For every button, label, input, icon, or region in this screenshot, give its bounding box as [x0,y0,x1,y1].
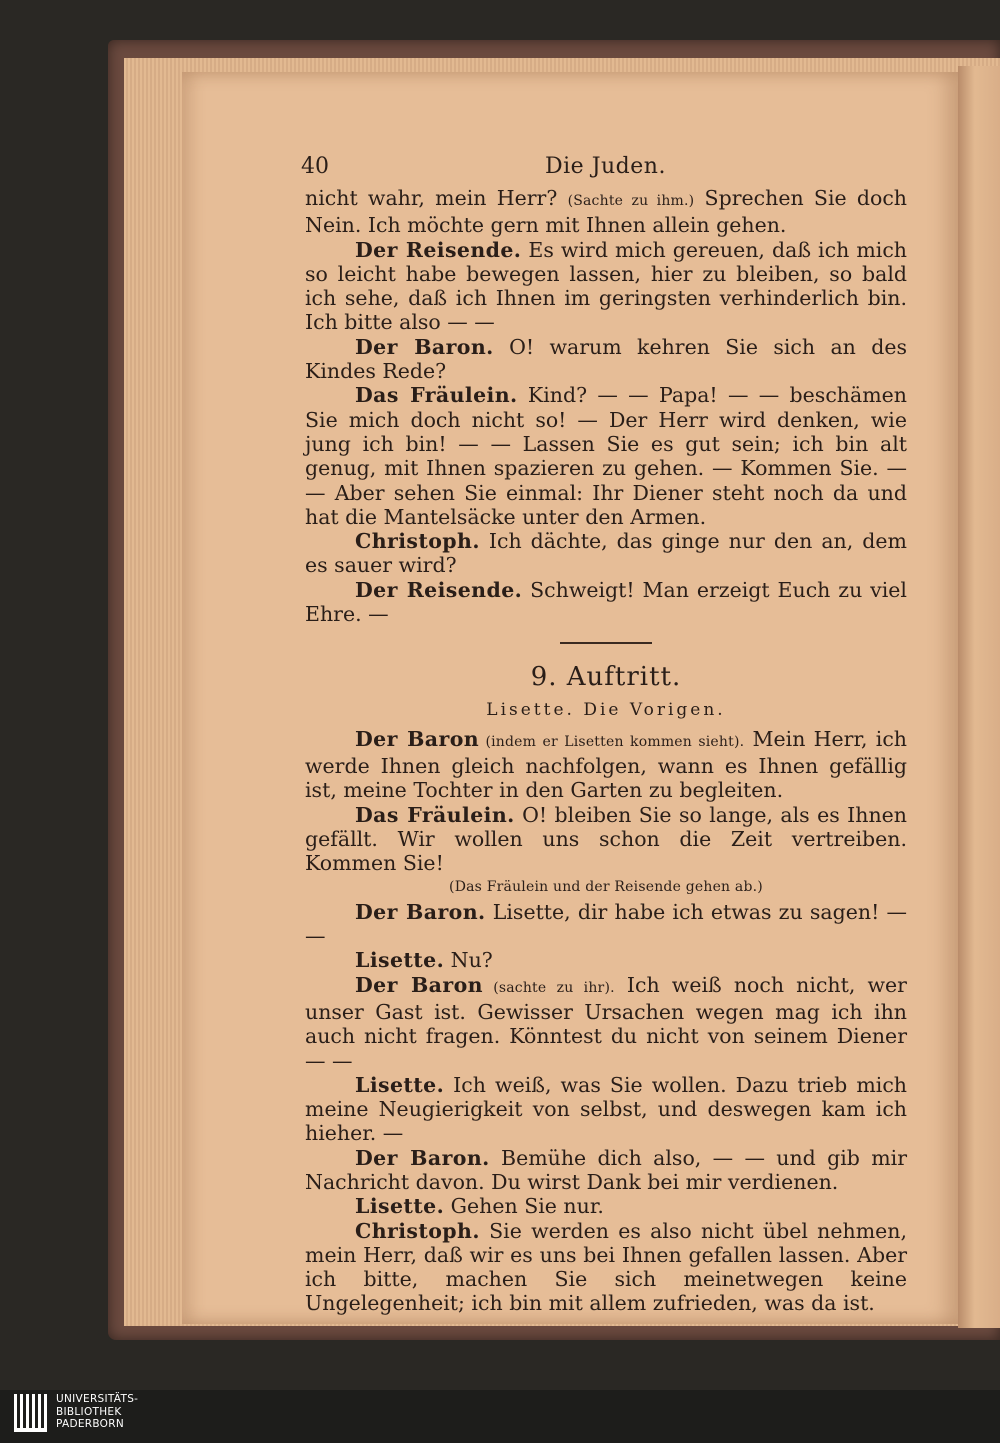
speaker-name: Der Baron [355,972,483,997]
dialogue-text: Sie werden es also nicht übel nehmen, mein Herr, daß wir es uns bei Ihnen gefallen lassen. Aber ich bitte, machen Sie sich meinetwegen keine Ungelegenheit; ich bin mit allem zufrieden, was da ist. [305,1218,907,1316]
speaker-name: Christoph. [355,1218,480,1243]
speaker-name: Das Fräulein. [355,383,518,408]
speaker-name: Lisette. [355,948,445,973]
dialogue-text: Ich weiß, was Sie wollen. Dazu trieb mich meine Neugierigkeit von selbst, und deswegen kam ich hieher. — [305,1072,907,1146]
dialogue-paragraph [305,1219,907,1316]
dialogue-paragraph [305,335,907,384]
dialogue-paragraph [305,900,907,949]
stage-direction-text: (Sachte zu ihm.) [567,193,695,209]
dialogue-scene-9 [305,727,907,1316]
scene-heading: 9. Auftritt. [530,662,682,693]
dialogue-text: Ich dächte, das ginge nur den an, dem es sauer wird? [305,529,907,578]
dialogue-text: Mein Herr, ich werde Ihnen gleich nachfolgen, wann es Ihnen gefällig ist, meine Tochter in den Garten zu begleiten. [305,726,907,803]
stage-direction-text: (indem er Lisetten kommen sieht). [479,733,745,750]
dialogue-text: Gehen Sie nur. [444,1194,604,1219]
dialogue-text: O! bleiben Sie so lange, als es Ihnen gefällt. Wir wollen uns schon die Zeit vertreiben. Kommen Sie! [305,802,908,876]
stage-direction [305,875,907,899]
stage-direction-text: (Das Fräulein und der Reisende gehen ab.) [449,879,763,896]
dialogue-text: nicht wahr, mein Herr? [305,186,568,210]
dialogue-text: Schweigt! Man erzeigt Euch zu viel Ehre. — [305,577,907,627]
speaker-name: Der Baron. [355,1145,490,1170]
speaker-name: Lisette. [355,1194,445,1219]
dialogue-paragraph [305,1194,907,1218]
speaker-name: Der Reisende. [355,577,523,602]
dialogue-paragraph [305,186,907,238]
dialogue-paragraph [305,529,907,578]
dialogue-paragraph [305,578,907,627]
library-name [56,1393,196,1431]
dialogue-text: Nu? [444,948,493,973]
section-rule [560,642,652,644]
dialogue-text: Sprechen Sie doch Nein. Ich möchte gern mit Ihnen allein gehen. [305,186,908,238]
dialogue-paragraph [305,238,907,335]
scene-cast: Lisette. Die Vorigen. [486,700,726,721]
dialogue-paragraph [305,948,907,972]
dialogue-text: Lisette, dir habe ich etwas zu sagen! — — [305,899,907,949]
dialogue-text: Ich weiß noch nicht, wer unser Gast ist. Gewisser Ursachen wegen mag ich ihn auch nicht fragen. Könntest du nicht von seinem Diener — — [305,972,907,1073]
dialogue-text: Kind? — — Papa! — — beschämen Sie mich doch nicht so! — Der Herr wird denken, wie jung ich bin! — — Lassen Sie es gut sein; ich bin alt genug, mit Ihnen spazieren zu gehen. — Kommen Sie. — — Aber sehen Sie einmal: Ihr Diener steht noch da und hat die Mantelsäcke unter den Armen. [305,383,908,529]
dialogue-paragraph [305,973,907,1073]
library-name-line: BIBLIOTHEK [56,1405,122,1418]
stage-direction-text: (sachte zu ihr). [482,979,615,996]
library-name-line: UNIVERSITÄTS- [56,1393,139,1405]
dialogue-before-scene [305,186,907,626]
speaker-name: Der Baron [355,726,480,751]
speaker-name: Das Fräulein. [355,802,515,827]
dialogue-paragraph [305,1073,907,1146]
page-number: 40 [301,154,329,179]
dialogue-text: Es wird mich gereuen, daß ich mich so leicht habe bewegen lassen, hier zu bleiben, so bald ich sehe, daß ich Ihnen im geringsten verhinderlich bin. Ich bitte also — — [305,237,907,335]
speaker-name: Der Baron. [355,334,494,359]
library-name-line: PADERBORN [56,1418,124,1430]
running-head: Die Juden. [545,154,666,179]
dialogue-text: O! warum kehren Sie sich an des Kindes Rede? [305,334,907,384]
speaker-name: Christoph. [355,529,480,554]
library-logo-icon [14,1392,48,1434]
dialogue-paragraph [305,1146,907,1195]
dialogue-paragraph [305,803,907,876]
speaker-name: Lisette. [355,1072,445,1097]
dialogue-paragraph [305,727,907,803]
speaker-name: Der Baron. [355,899,486,924]
dialogue-paragraph [305,383,907,529]
text-block [305,186,907,1316]
dialogue-text: Bemühe dich also, — — und gib mir Nachricht davon. Du wirst Dank bei mir verdienen. [305,1145,907,1194]
speaker-name: Der Reisende. [355,237,522,262]
right-page-edge [958,66,1000,1328]
